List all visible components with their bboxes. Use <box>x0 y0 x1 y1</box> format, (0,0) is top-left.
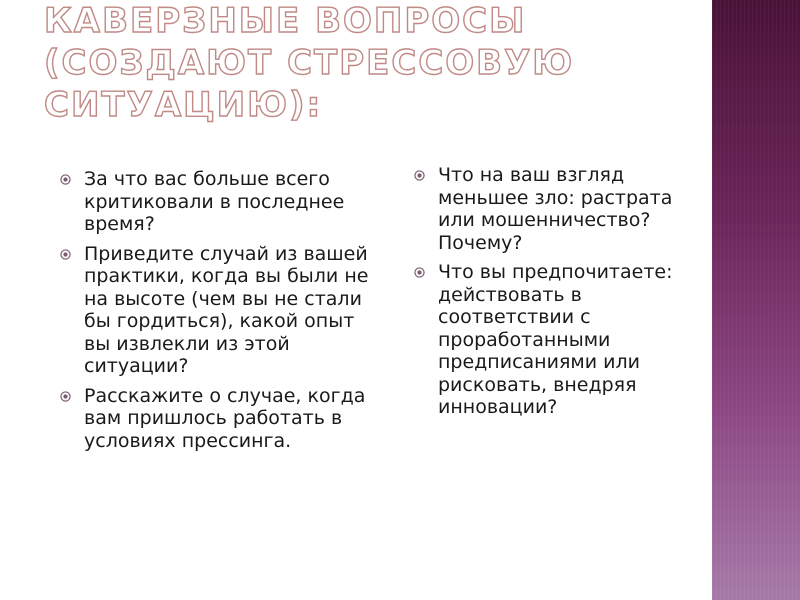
list-item <box>414 261 710 419</box>
circled-bullet-icon <box>60 249 71 260</box>
title-line: СИТУАЦИЮ): <box>44 85 323 125</box>
title-line: КАВЕРЗНЫЕ ВОПРОСЫ <box>44 1 527 41</box>
slide-title <box>44 0 694 126</box>
list-item <box>60 168 370 236</box>
circled-bullet-icon <box>60 174 71 185</box>
list-item <box>60 243 370 378</box>
circled-bullet-icon <box>60 391 71 402</box>
left-bullet-list <box>60 168 370 459</box>
list-item-text: Что вы предпочитаете: действовать в соответствии с проработанными предписаниями или рисковать, внедряя инновации? <box>438 261 673 418</box>
right-bullet-list <box>414 164 710 426</box>
circled-bullet-icon <box>414 170 425 181</box>
list-item-text: Расскажите о случае, когда вам пришлось работать в условиях прессинга. <box>84 384 366 452</box>
list-item-text: Приведите случай из вашей практики, когда вы были не на высоте (чем вы не стали бы гордиться), какой опыт вы извлекли из этой ситуации? <box>84 242 369 377</box>
list-item <box>60 385 370 453</box>
decorative-side-stripe <box>712 0 800 600</box>
list-item-text: За что вас больше всего критиковали в последнее время? <box>84 168 345 235</box>
title-line: (СОЗДАЮТ СТРЕССОВУЮ <box>44 43 575 83</box>
circled-bullet-icon <box>414 267 425 278</box>
list-item-text: Что на ваш взгляд меньшее зло: растрата или мошенничество? Почему? <box>438 164 673 254</box>
list-item <box>414 164 710 254</box>
